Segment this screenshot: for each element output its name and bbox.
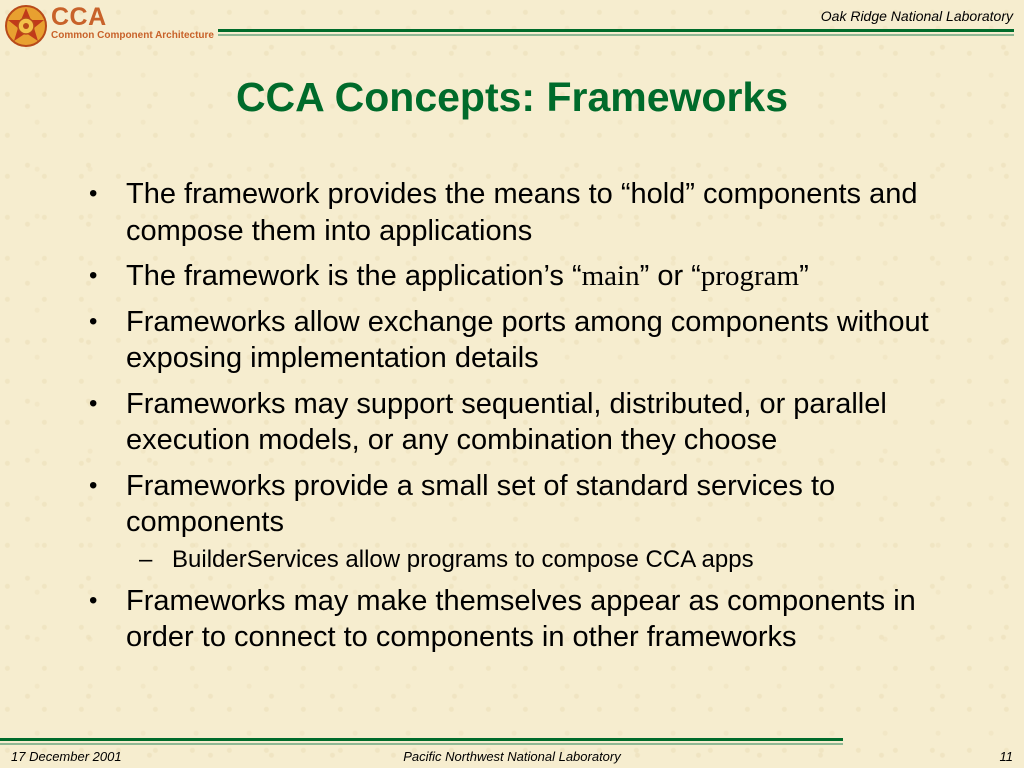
header-rule-thin — [218, 34, 1014, 36]
cca-emblem-icon — [4, 4, 48, 48]
bullet-dot-icon: • — [89, 180, 98, 207]
slide-title: CCA Concepts: Frameworks — [235, 74, 789, 120]
footer-rule-thin — [0, 743, 843, 745]
bullet-text-post: ” — [799, 260, 809, 292]
bullet-dot-icon: • — [89, 471, 98, 499]
bullet-list — [84, 176, 964, 665]
page-number: 11 — [999, 749, 1013, 764]
bullet-text: Frameworks allow exchange ports among components without exposing implementation details — [126, 305, 929, 374]
bullet-item — [84, 386, 964, 459]
bullet-dot-icon: • — [89, 389, 98, 417]
bullet-dot-icon: • — [89, 262, 98, 289]
footer-date: 17 December 2001 — [11, 749, 122, 764]
cca-logo — [4, 2, 214, 50]
bullet-item — [84, 176, 964, 249]
bullet-item — [84, 468, 964, 541]
logo-text: CCA — [51, 3, 107, 31]
bullet-item — [84, 258, 964, 295]
bullet-text: Frameworks may support sequential, distributed, or parallel execution models, or any combination they choose — [126, 387, 887, 456]
bullet-dot-icon: • — [89, 307, 98, 335]
bullet-text-main: main — [581, 260, 640, 292]
footer-rule — [0, 738, 843, 741]
sub-bullet-text: BuilderServices allow programs to compose CCA apps — [172, 545, 754, 573]
header-lab-name: Oak Ridge National Laboratory — [820, 8, 1013, 24]
header-rule — [218, 29, 1014, 32]
bullet-item — [84, 304, 964, 377]
bullet-text: The framework provides the means to “hold” components and compose them into applications — [126, 178, 918, 247]
footer-lab-name: Pacific Northwest National Laboratory — [403, 749, 621, 764]
bullet-dot-icon: • — [89, 586, 98, 614]
sub-bullet-item — [84, 545, 964, 575]
bullet-item — [84, 583, 964, 656]
bullet-text-pre: The framework is the application’s “ — [126, 260, 582, 292]
bullet-text-program: program — [700, 260, 800, 292]
logo-subtext: Common Component Architecture — [51, 30, 214, 41]
sub-bullet-dash-icon: – — [139, 545, 153, 573]
bullet-text-mid: ” or “ — [639, 260, 701, 292]
bullet-text: Frameworks may make themselves appear as components in order to connect to components in other frameworks — [126, 584, 916, 653]
bullet-text: Frameworks provide a small set of standard services to components — [126, 469, 836, 538]
